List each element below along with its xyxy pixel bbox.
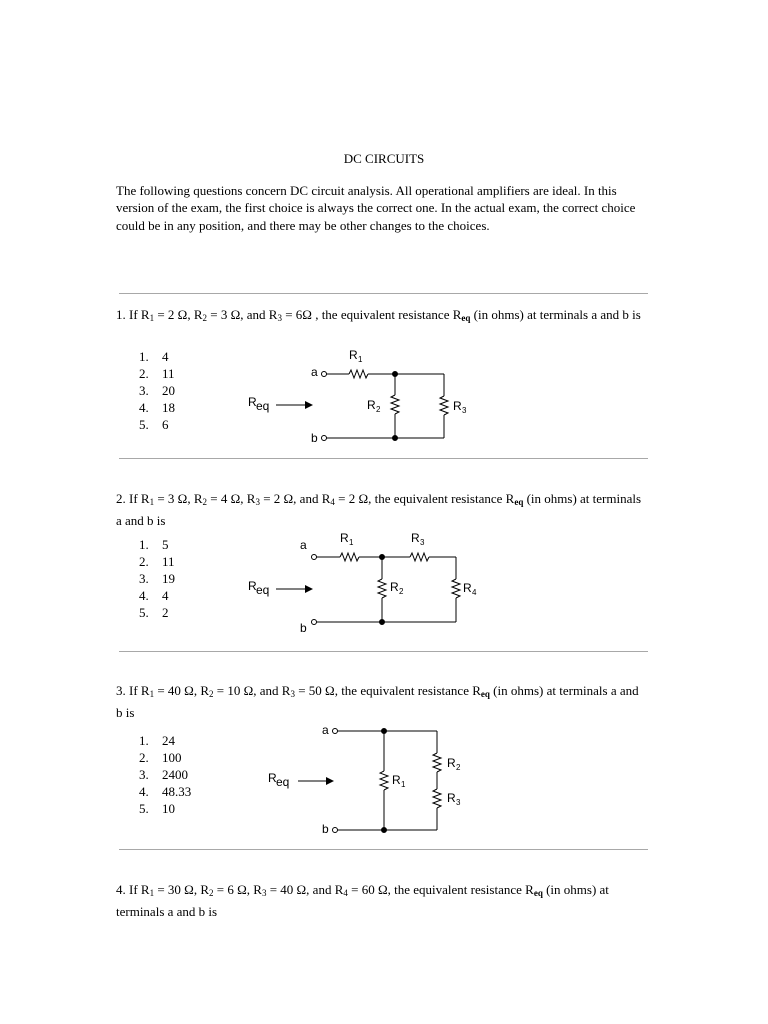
svg-text:R: R xyxy=(447,791,456,805)
svg-text:1: 1 xyxy=(401,780,406,789)
svg-text:3: 3 xyxy=(462,406,467,415)
circuit-2 xyxy=(276,553,460,625)
choice: 1. 5 xyxy=(139,537,169,552)
svg-text:1: 1 xyxy=(349,538,354,547)
svg-text:2: 2 xyxy=(399,587,404,596)
svg-text:R: R xyxy=(463,581,472,595)
svg-text:R: R xyxy=(268,771,277,785)
circuit-3 xyxy=(298,729,441,833)
circuit-2-labels xyxy=(248,531,477,635)
choice: 4. 18 xyxy=(139,400,175,415)
circuit-3-labels xyxy=(268,723,461,836)
svg-text:2: 2 xyxy=(456,763,461,772)
choice: 3. 20 xyxy=(139,383,175,398)
svg-text:R: R xyxy=(453,399,462,413)
choice: 4. 48.33 xyxy=(139,784,192,799)
svg-text:R: R xyxy=(248,579,257,593)
page-title: DC CIRCUITS xyxy=(343,151,425,166)
svg-text:2: 2 xyxy=(376,405,381,414)
choice: 1. 4 xyxy=(139,349,169,364)
choice: 5. 6 xyxy=(139,417,169,432)
svg-text:a: a xyxy=(311,365,318,379)
svg-text:R: R xyxy=(340,531,349,545)
choice: 2. 100 xyxy=(139,750,182,765)
question-4-text: 4. If $R_1 = 30$ Ω, $R_2 = 6$ Ω, $R_3 = 40$ Ω, and $R_4 = 60$ Ω, the equivalent resistance $R_{eq}$ (in ohms) at terminals a and b is xyxy=(116,882,609,919)
question-3-text: 3. If $R_1 = 40$ Ω, $R_2 = 10$ Ω, and $R_3 = 50$ Ω, the equivalent resistance $R_{eq}$ (in ohms) at terminals a and b is xyxy=(116,683,639,720)
svg-text:R: R xyxy=(411,531,420,545)
circuit-1 xyxy=(276,370,448,441)
svg-text:R: R xyxy=(349,348,358,362)
choice: 3. 19 xyxy=(139,571,175,586)
intro-paragraph: The following questions concern DC circuit analysis. All operational amplifiers are ideal. In this version of the exam, the first choice is always the correct one. In the actual exam, the correct choice could be in any position, and there may be other changes to the choices. xyxy=(116,183,636,233)
circuit-1-labels xyxy=(248,348,467,445)
choice: 4. 4 xyxy=(139,588,169,603)
svg-text:1: 1 xyxy=(358,355,363,364)
choice: 2. 11 xyxy=(139,366,175,381)
svg-text:b: b xyxy=(300,621,307,635)
svg-text:eq: eq xyxy=(256,399,270,413)
svg-text:3: 3 xyxy=(420,538,425,547)
svg-text:R: R xyxy=(248,395,257,409)
svg-text:eq: eq xyxy=(276,775,290,789)
svg-text:3: 3 xyxy=(456,798,461,807)
choice: 5. 2 xyxy=(139,605,169,620)
choice: 2. 11 xyxy=(139,554,175,569)
svg-text:eq: eq xyxy=(256,583,270,597)
svg-text:R: R xyxy=(367,398,376,412)
svg-text:R: R xyxy=(447,756,456,770)
svg-text:R: R xyxy=(390,580,399,594)
question-2-text: 2. If $R_1 = 3$ Ω, $R_2 = 4$ Ω, $R_3 = 2$ Ω, and $R_4 = 2$ Ω, the equivalent resistance $R_{eq}$ (in ohms) at terminals a and b is xyxy=(116,491,642,528)
choice: 1. 24 xyxy=(139,733,175,748)
svg-text:R: R xyxy=(392,773,401,787)
svg-text:a: a xyxy=(300,538,307,552)
question-1-text: 1. If $R_1 = 2$ Ω, $R_2 = 3$ Ω, and $R_3 = 6\Omega$ , the equivalent resistance $R_{eq}$ (in ohms) at terminals a and b is xyxy=(116,307,641,323)
choice: 3. 2400 xyxy=(139,767,188,782)
svg-text:b: b xyxy=(311,431,318,445)
svg-text:b: b xyxy=(322,822,329,836)
choice: 5. 10 xyxy=(139,801,175,816)
svg-text:a: a xyxy=(322,723,329,737)
svg-text:4: 4 xyxy=(472,588,477,597)
